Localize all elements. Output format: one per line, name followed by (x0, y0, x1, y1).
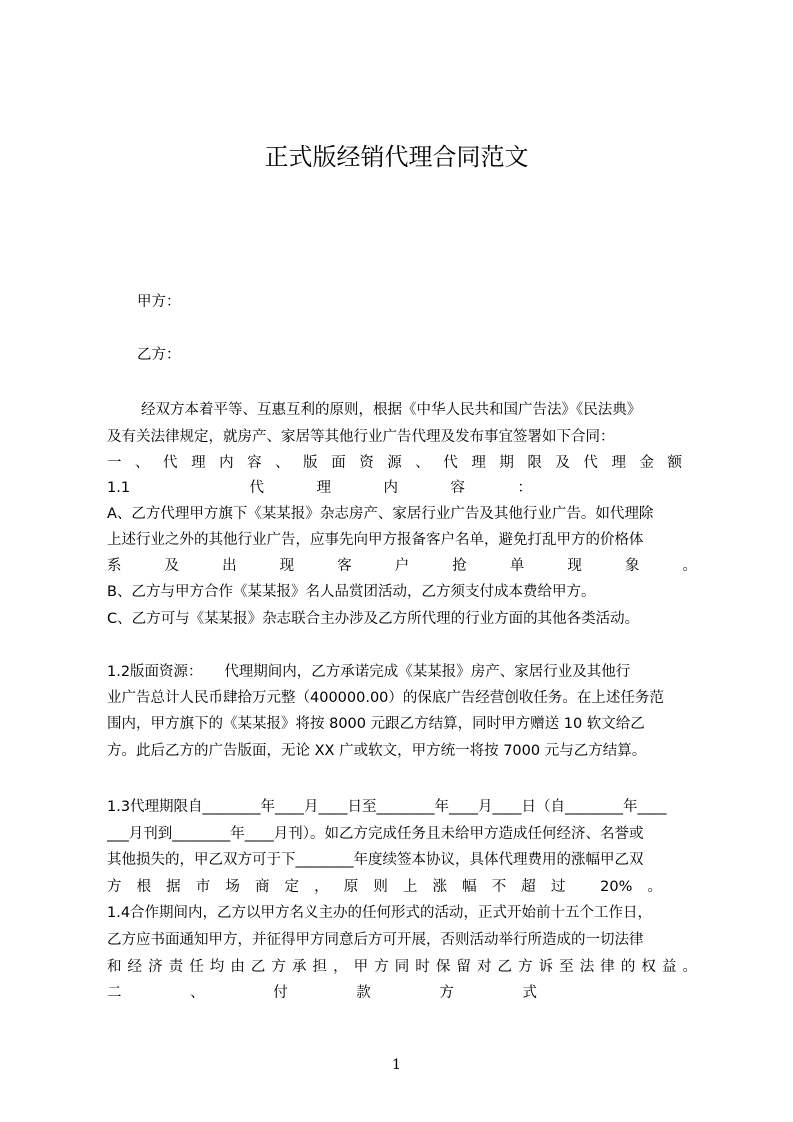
body-line: 和经济责任均由乙方承担，甲方同时保留对乙方诉至法律的权益。 (107, 959, 697, 975)
section-heading: 二、付款方式 (107, 985, 537, 1001)
body-line: C、乙方可与《某某报》杂志联合主办涉及乙方所代理的行业方面的其他各类活动。 (107, 611, 640, 627)
body-line: 业广告总计人民币肆拾万元整（400000.00）的保底广告经营创收任务。在上述任务范 (107, 690, 664, 706)
body-line: 围内，甲方旗下的《某某报》将按 8000 元跟乙方结算，同时甲方赠送 10 软文给乙 (107, 716, 645, 732)
party-a-label: 甲方： (137, 294, 181, 310)
body-line: 其他损失的，甲乙双方可于下________年度续签本协议，具体代理费用的涨幅甲乙双 (107, 852, 644, 868)
body-line: 及有关法律规定，就房产、家居等其他行业广告代理及发布事宜签署如下合同： (107, 429, 615, 445)
body-line: 方。此后乙方的广告版面，无论 XX 广或软文，甲方统一将按 7000 元与乙方结算。 (107, 743, 647, 759)
section-heading: 一、代理内容、版面资源、代理期限及代理金额 (107, 455, 682, 471)
body-line: 1.3代理期限自________年____月____日至________年____月____日（自________年____ (107, 799, 667, 815)
body-line: B、乙方与甲方合作《某某报》名人品赏团活动，乙方须支付成本费给甲方。 (107, 584, 596, 600)
body-line: 乙方应书面通知甲方，并征得甲方同意后方可开展，否则活动举行所造成的一切法律 (107, 932, 644, 948)
body-line: 方根据市场商定，原则上涨幅不超过 20%。 (107, 879, 662, 895)
body-line: ___月刊到________年____月刊）。如乙方完成任务且未给甲方造成任何经济、名誉或 (107, 826, 644, 842)
body-line: 1.1 代理内容： (107, 480, 532, 496)
party-b-label: 乙方： (137, 347, 181, 363)
body-line: 1.2版面资源： 代理期间内，乙方承诺完成《某某报》房产、家居行业及其他行 (107, 664, 631, 680)
body-line: 上述行业之外的其他行业广告，应事先向甲方报备客户名单，避免打乱甲方的价格体 (107, 532, 644, 548)
page-number: 1 (392, 1057, 401, 1073)
body-line: A、乙方代理甲方旗下《某某报》杂志房产、家居行业广告及其他行业广告。如代理除 (107, 506, 654, 522)
body-line: 系及出现客户抢单现象。 (107, 558, 697, 574)
body-line: 1.4合作期间内，乙方以甲方名义主办的任何形式的活动，正式开始前十五个工作日， (107, 905, 653, 921)
document-title: 正式版经销代理合同范文 (264, 143, 529, 171)
body-line: 经双方本着平等、互惠互利的原则，根据《中华人民共和国广告法》《民法典》 (141, 402, 642, 418)
